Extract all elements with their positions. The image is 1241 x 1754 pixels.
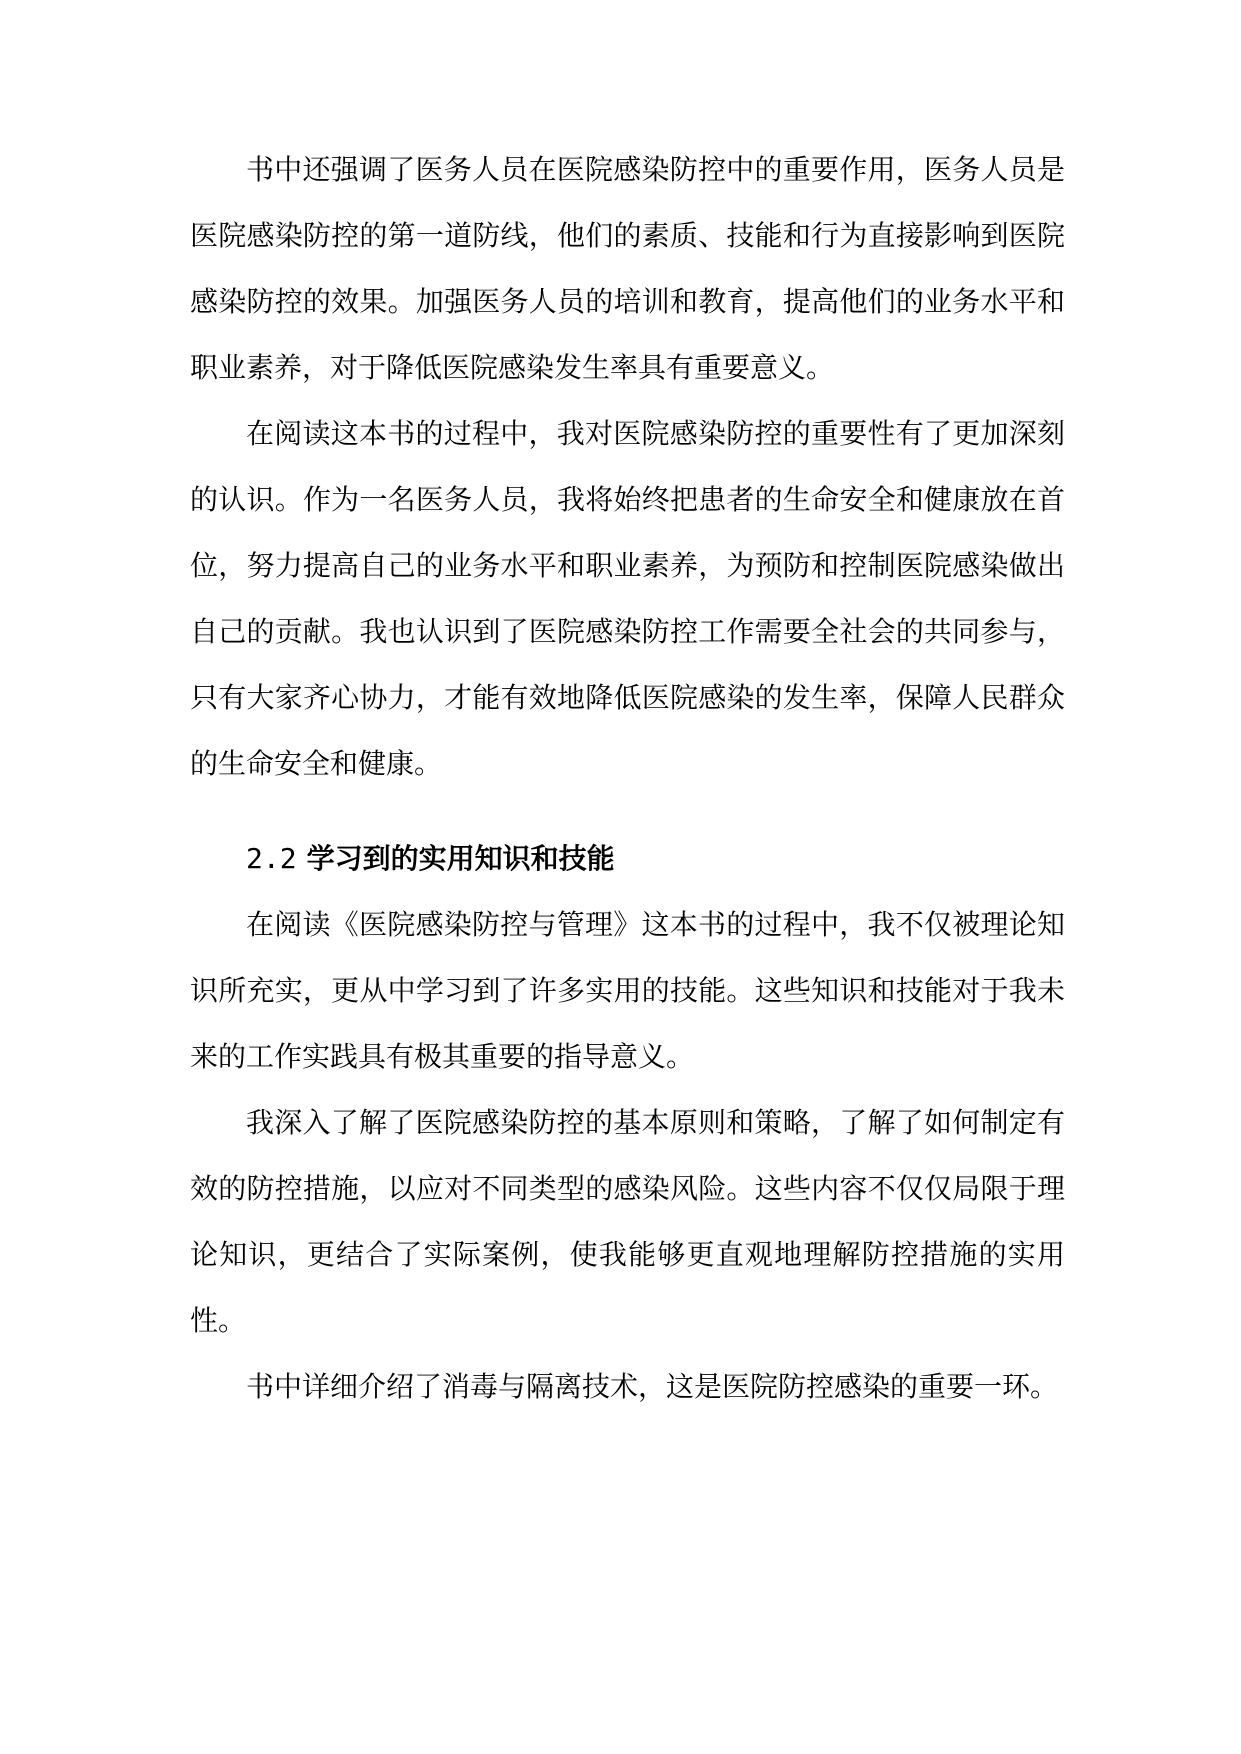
section-number: 2.2 xyxy=(246,842,297,875)
paragraph-principles-strategies: 我深入了解了医院感染防控的基本原则和策略，了解了如何制定有效的防控措施，以应对不同类型的感染风险。这些内容不仅仅局限于理论知识，更结合了实际案例，使我能够更直观地理解防控措施的实用性。 xyxy=(190,1106,1065,1337)
document-body xyxy=(190,137,1065,1420)
paragraph-disinfection-isolation: 书中详细介绍了消毒与隔离技术，这是医院防控感染的重要一环。 xyxy=(246,1370,1059,1403)
paragraph-medical-staff-role: 书中还强调了医务人员在医院感染防控中的重要作用，医务人员是医院感染防控的第一道防线，他们的素质、技能和行为直接影响到医院感染防控的效果。加强医务人员的培训和教育，提高他们的业务水平和职业素养，对于降低医院感染发生率具有重要意义。 xyxy=(190,153,1065,384)
section-title: 学习到的实用知识和技能 xyxy=(306,842,615,875)
paragraph-reading-reflection: 在阅读这本书的过程中，我对医院感染防控的重要性有了更加深刻的认识。作为一名医务人员，我将始终把患者的生命安全和健康放在首位，努力提高自己的业务水平和职业素养，为预防和控制医院感染做出自己的贡献。我也认识到了医院感染防控工作需要全社会的共同参与，只有大家齐心协力，才能有效地降低医院感染的发生率，保障人民群众的生命安全和健康。 xyxy=(190,417,1065,780)
paragraph-practical-skills: 在阅读《医院感染防控与管理》这本书的过程中，我不仅被理论知识所充实，更从中学习到了许多实用的技能。这些知识和技能对于我未来的工作实践具有极其重要的指导意义。 xyxy=(190,908,1065,1073)
section-heading xyxy=(246,826,1065,892)
